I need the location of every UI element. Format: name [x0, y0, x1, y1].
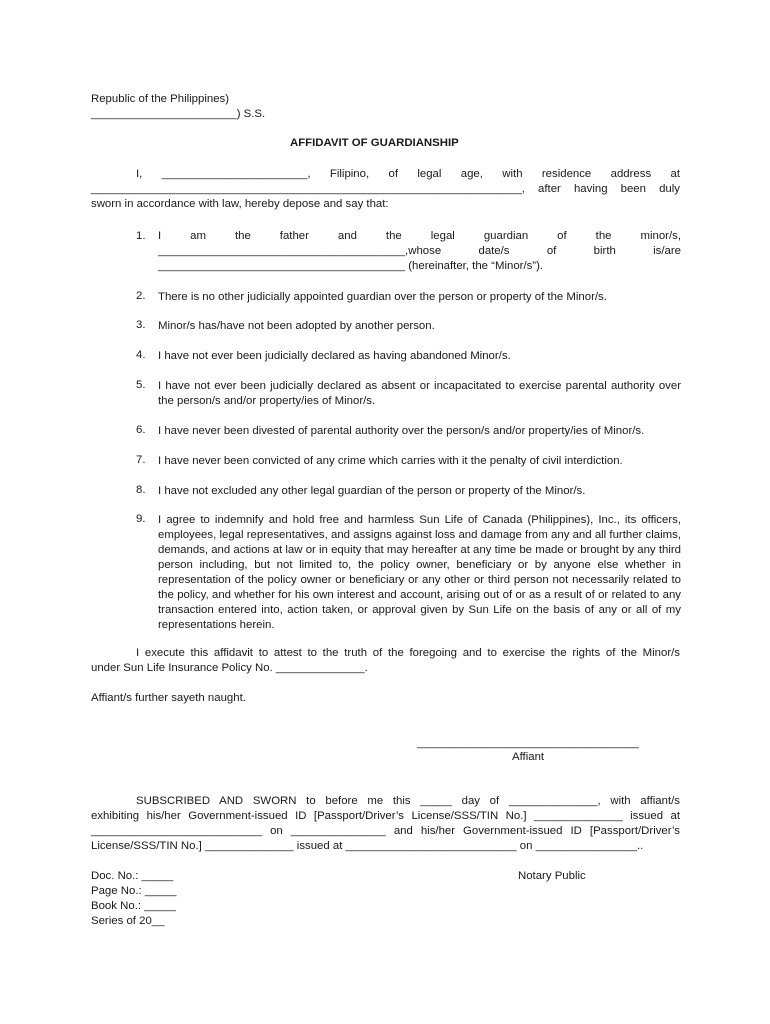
item-number: 2.	[136, 290, 146, 302]
item-9-text: I agree to indemnify and hold free and harmless Sun Life of Canada (Philippines), Inc., its officers, employees, legal representatives, and assigns against loss and damage from any and all further claims, demands, and actions at law or in equity that may hereafter at any time be made or brought by any third person including, but not limited to, the policy owner, beneficiary or by anyone else whether in representation of the policy owner or beneficiary or any other or third person not necessarily related to the policy, and whether for his own interest and account, arising out of or as a result of or related to any transaction entered into, action taken, or approval given by Sun Life on the basis of any or all of my representations herein.	[158, 514, 681, 631]
execute-line-2: under Sun Life Insurance Policy No. ______________.	[91, 662, 368, 674]
item-number: 7.	[136, 454, 146, 466]
doc-number: Doc. No.: _____	[91, 870, 174, 882]
jurat-line-3: ___________________________ on _______________ and his/her Government-issued ID [Passport/Driver’s	[91, 825, 680, 837]
item-number: 8.	[136, 484, 146, 496]
item-5-text: I have not ever been judicially declared as absent or incapacitated to exercise parental authority over the person/s and/or property/ies of Minor/s.	[158, 380, 681, 407]
jurat-line-4: License/SSS/TIN No.] ______________ issued at ___________________________ on ________________..	[91, 840, 644, 852]
item-2-text: There is no other judicially appointed guardian over the person or property of the Minor/s.	[158, 291, 607, 303]
affiant-label: Affiant	[512, 751, 545, 763]
item-1-line-1: I am the father and the legal guardian of the minor/s,	[158, 230, 681, 242]
further-sayeth: Affiant/s further sayeth naught.	[91, 692, 246, 704]
header-venue: _______________________) S.S.	[91, 108, 266, 120]
book-number: Book No.: _____	[91, 900, 176, 912]
affiant-signature-line: ___________________________________	[417, 737, 639, 749]
item-1-line-2: _______________________________________,whose date/s of birth is/are	[158, 245, 681, 257]
notary-public-label: Notary Public	[518, 870, 586, 882]
execute-line-1: I execute this affidavit to attest to the truth of the foregoing and to exercise the rights of the Minor/s	[136, 647, 680, 659]
jurat-line-2: exhibiting his/her Government-issued ID [Passport/Driver’s License/SSS/TIN No.] ______________ issued at	[91, 810, 680, 822]
item-number: 1.	[136, 230, 146, 242]
series-year: Series of 20__	[91, 915, 165, 927]
jurat-line-1: SUBSCRIBED AND SWORN to before me this _____ day of ______________, with affiant/s	[136, 795, 680, 807]
document-title: AFFIDAVIT OF GUARDIANSHIP	[290, 137, 459, 149]
header-republic: Republic of the Philippines)	[91, 93, 230, 105]
item-number: 4.	[136, 349, 146, 361]
item-7-text: I have never been convicted of any crime which carries with it the penalty of civil interdiction.	[158, 455, 623, 467]
intro-line-1: I, _______________________, Filipino, of legal age, with residence address at	[136, 168, 680, 180]
item-8-text: I have not excluded any other legal guardian of the person or property of the Minor/s.	[158, 485, 586, 497]
item-3-text: Minor/s has/have not been adopted by another person.	[158, 320, 435, 332]
item-4-text: I have not ever been judicially declared as having abandoned Minor/s.	[158, 350, 511, 362]
item-number: 5.	[136, 379, 146, 391]
page-number: Page No.: _____	[91, 885, 177, 897]
item-1-line-3: _______________________________________ (hereinafter, the “Minor/s”).	[158, 260, 544, 272]
item-number: 9.	[136, 513, 146, 525]
item-number: 6.	[136, 424, 146, 436]
intro-line-3: sworn in accordance with law, hereby depose and say that:	[91, 198, 389, 210]
item-number: 3.	[136, 319, 146, 331]
intro-line-2: ____________________________________________________________________, after having been duly	[91, 183, 680, 195]
item-6-text: I have never been divested of parental authority over the person/s and/or property/ies of Minor/s.	[158, 425, 645, 437]
